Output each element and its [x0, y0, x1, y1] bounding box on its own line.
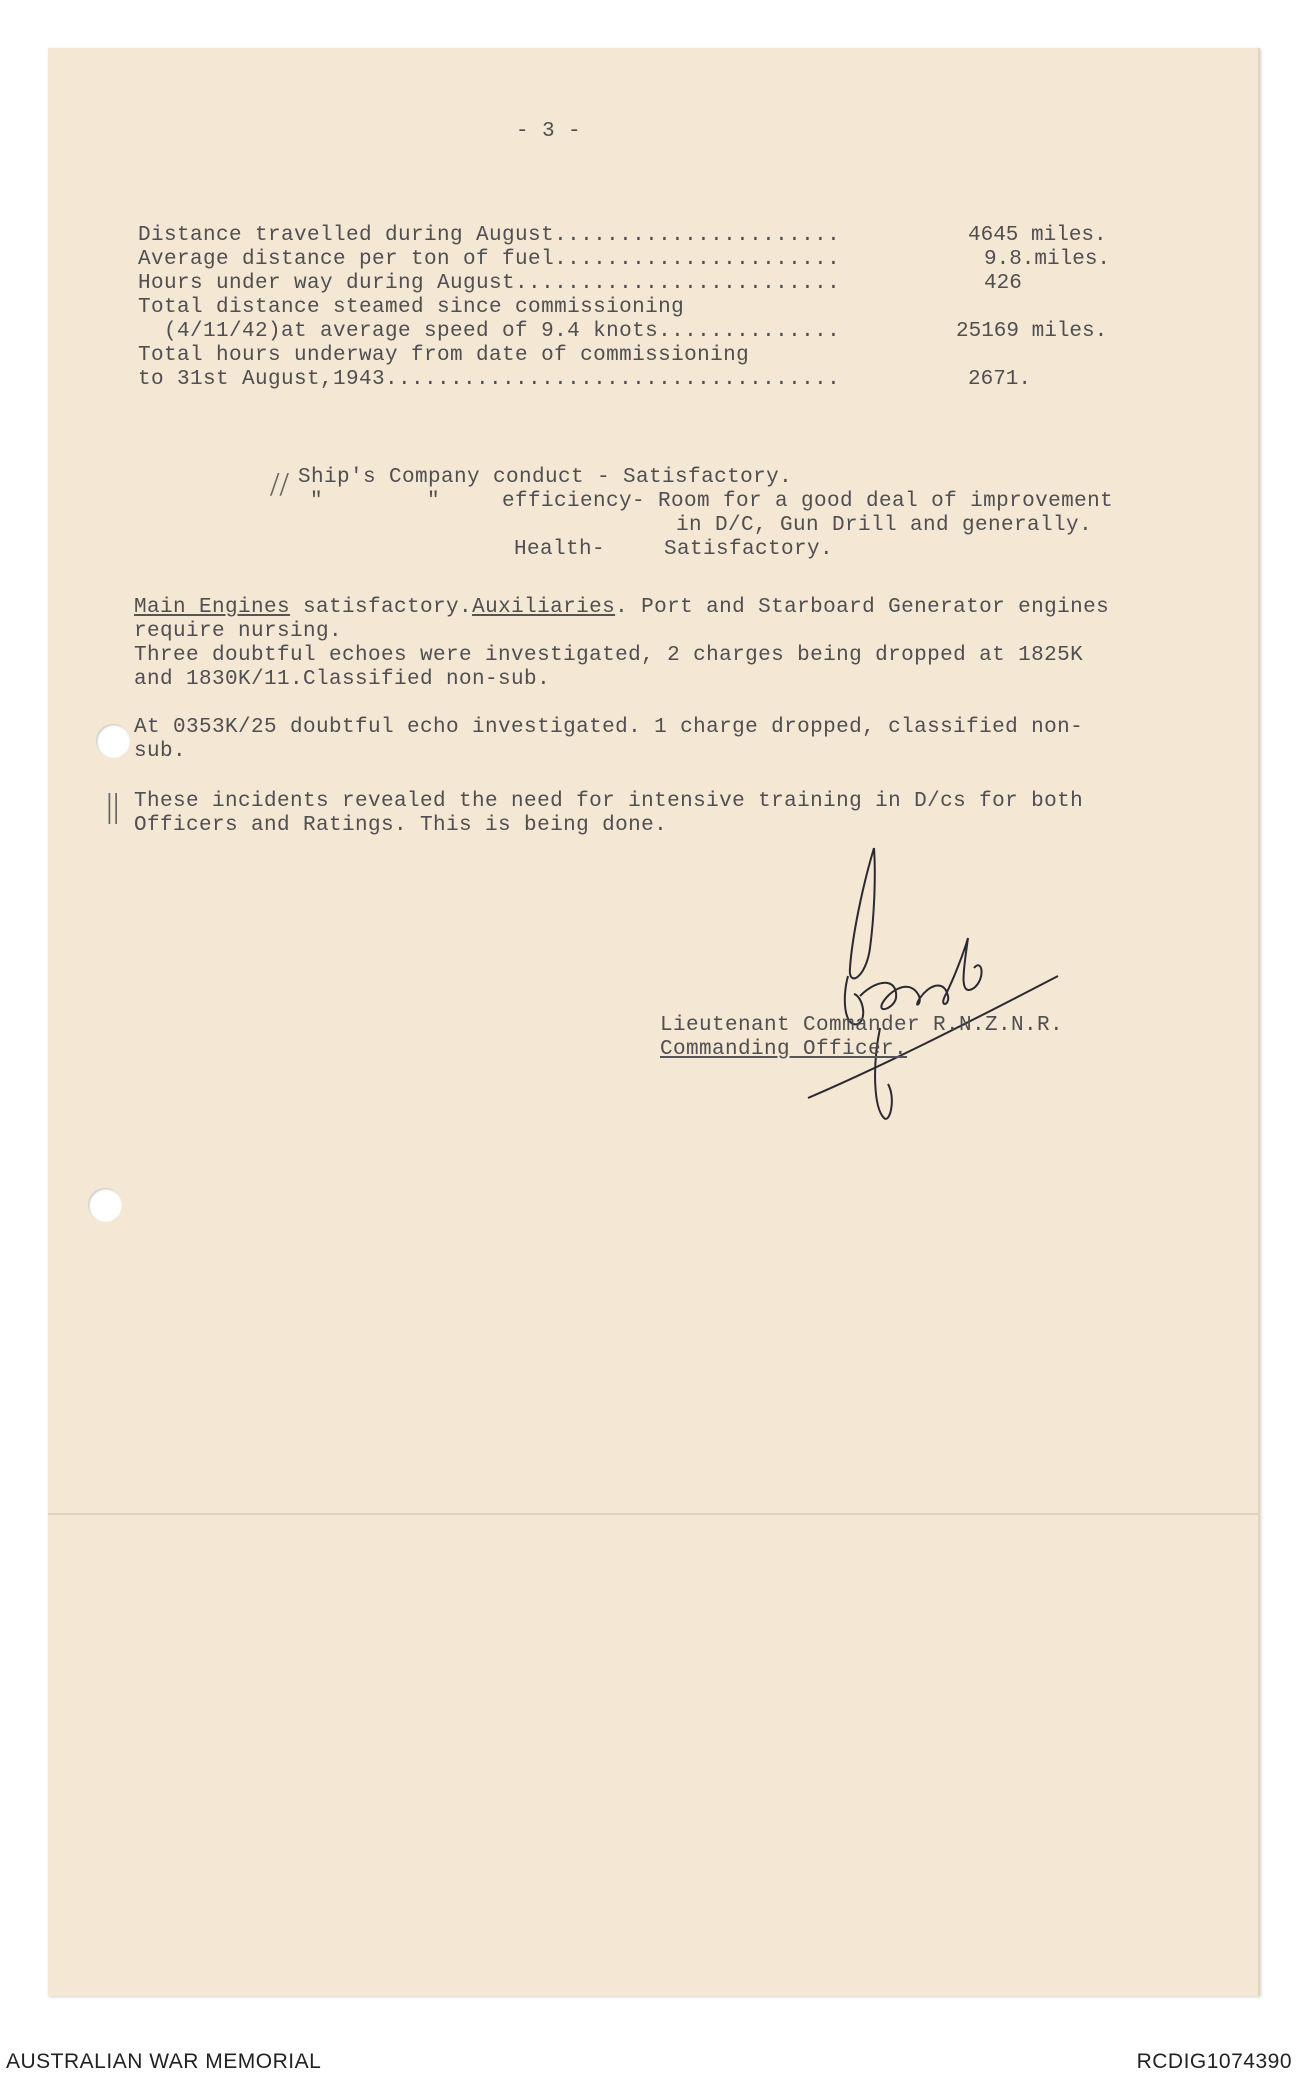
stat-value: 4645 miles.: [968, 224, 1107, 247]
engines-line: and 1830K/11.Classified non-sub.: [134, 668, 551, 691]
signatory-title: Commanding Officer.: [660, 1038, 908, 1061]
training-line: These incidents revealed the need for intensive training in D/cs for both: [134, 790, 1084, 813]
stat-label: Average distance per ton of fuel......................: [138, 248, 841, 271]
main-engines-heading: Main Engines: [134, 596, 291, 619]
margin-marking: ||: [106, 788, 120, 825]
stat-value: 25169 miles.: [956, 320, 1108, 343]
engines-line: require nursing.: [134, 620, 343, 643]
stat-label: Total distance steamed since commissioning: [138, 296, 685, 319]
conduct-line: in D/C, Gun Drill and generally.: [676, 514, 1093, 537]
footer-right: RCDIG1074390: [1136, 2050, 1292, 2073]
paper-fold: [48, 1513, 1258, 1515]
auxiliaries-heading: Auxiliaries: [472, 596, 616, 619]
stat-label: (4/11/42)at average speed of 9.4 knots..............: [138, 320, 841, 343]
margin-marking: //: [270, 466, 289, 503]
conduct-label: Health-: [514, 538, 606, 561]
echo-line: sub.: [134, 740, 187, 763]
document-page: [48, 48, 1260, 1996]
page-number: - 3 -: [516, 120, 582, 143]
stat-label: Total hours underway from date of commissioning: [138, 344, 750, 367]
stat-label: Hours under way during August.........................: [138, 272, 841, 295]
engines-text: . Port and Starboard Generator engines: [615, 596, 1110, 619]
punch-hole-top: [96, 724, 130, 758]
signatory-rank: Lieutenant Commander R.N.Z.N.R.: [660, 1014, 1064, 1037]
conduct-line: efficiency- Room for a good deal of improvement: [502, 490, 1114, 513]
engines-line: [134, 596, 1109, 620]
stat-value: 9.8.miles.: [984, 248, 1111, 271]
conduct-line: Ship's Company conduct - Satisfactory.: [298, 466, 793, 489]
training-line: Officers and Ratings. This is being done.: [134, 814, 668, 837]
stat-value: 2671.: [968, 368, 1032, 391]
handwritten-signature: [778, 828, 1078, 1128]
echo-line: At 0353K/25 doubtful echo investigated. 1 charge dropped, classified non-: [134, 716, 1084, 739]
stat-label: to 31st August,1943...................................: [138, 368, 841, 391]
conduct-value: Satisfactory.: [664, 538, 834, 561]
punch-hole-bottom: [88, 1188, 122, 1222]
footer-left: AUSTRALIAN WAR MEMORIAL: [6, 2050, 322, 2073]
engines-text: satisfactory.: [290, 596, 473, 619]
engines-line: Three doubtful echoes were investigated, 2 charges being dropped at 1825K: [134, 644, 1084, 667]
ditto-marks: " ": [310, 490, 441, 513]
stat-label: Distance travelled during August......................: [138, 224, 841, 247]
stat-value: 426: [984, 272, 1022, 295]
